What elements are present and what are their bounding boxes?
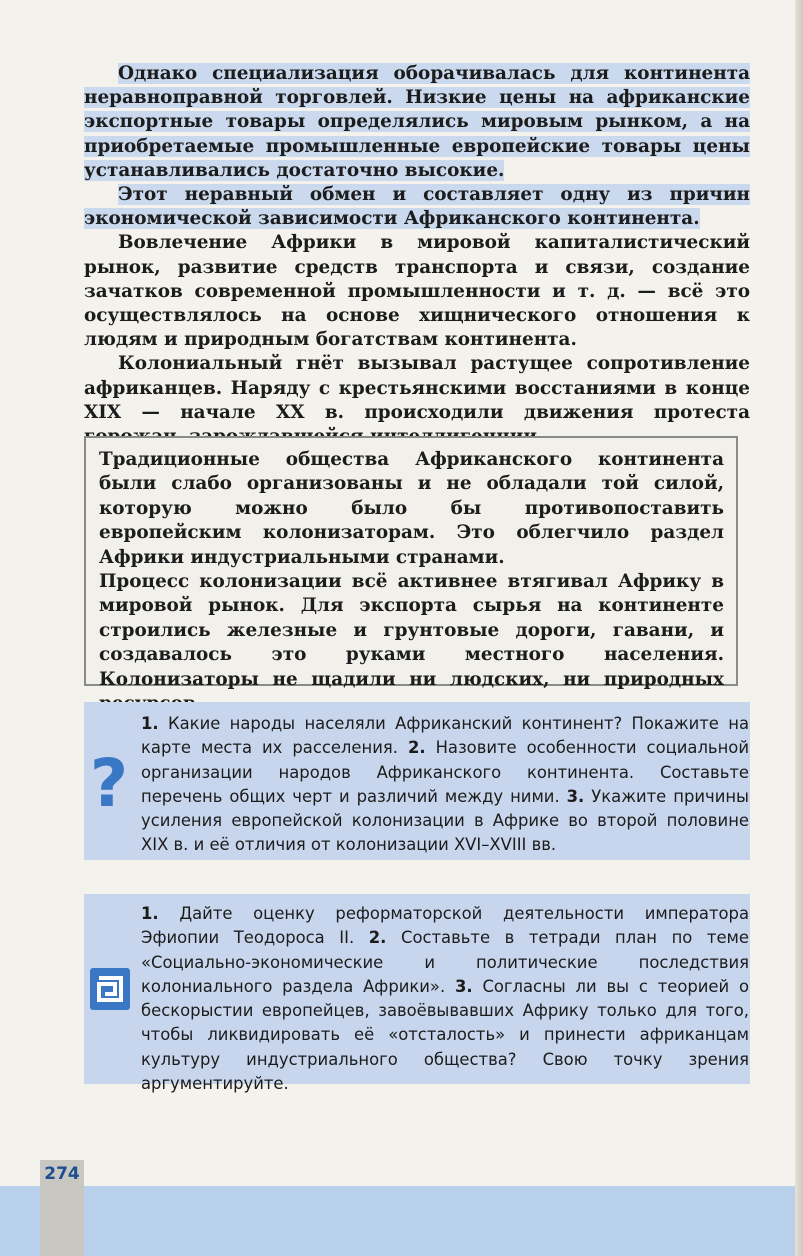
highlighted-text: Этот неравный обмен и составляет одну из причин экономической зависимости Африканского континента. xyxy=(84,184,750,230)
paragraph: Колониальный гнёт вызывал растущее сопротивление африканцев. Наряду с крестьянскими восстаниями в конце XIX — начале XX в. происходили движения протеста xyxy=(84,353,750,423)
task-square-icon xyxy=(90,968,130,1010)
task-text: Дайте оценку реформаторской деятельности императора Эфиопии Теодороса II. xyxy=(141,904,749,948)
task-number: 3. xyxy=(454,976,473,996)
page-number: 274 xyxy=(44,1164,80,1184)
paragraph xyxy=(84,183,750,231)
question-number: 2. xyxy=(407,738,426,758)
questions-block xyxy=(141,712,749,858)
page-edge xyxy=(795,0,803,1256)
summary-box xyxy=(84,436,738,690)
footer-band xyxy=(0,1186,795,1256)
question-number: 3. xyxy=(566,786,585,806)
question-mark-icon: ? xyxy=(89,745,129,822)
main-text xyxy=(84,62,750,449)
task-glyph-icon xyxy=(90,968,130,1010)
task-text: Составьте в тетради план по теме «Социально-экономические и политические последствия колониального раздела Африки». xyxy=(141,928,750,996)
summary-paragraph: Традиционные общества Африканского континента были слабо организованы и не обладали той силой, которую можно было бы противопоставить европейским колонизаторам. Это облегчило раздел Африки индустриальными странами. xyxy=(99,449,724,568)
paragraph: Вовлечение Африки в мировой капиталистический рынок, развитие средств транспорта и связи, создание зачатков современной промышленности и т. д. — всё это осуществлялось на основе хищнического отношения к людям и природным богатствам континента. xyxy=(84,232,750,351)
task-number: 2. xyxy=(368,928,387,948)
summary-paragraph: Процесс колонизации всё активнее втягивал Африку в мировой рынок. Для экспорта сырья на континенте строились железные и грунтовые дороги, гавани, и создавалось это руками местного населения. Колонизаторы не щадили ни людских, ни природных xyxy=(99,571,724,690)
tasks-block xyxy=(141,902,749,1096)
question-text: Назовите особенности социальной организации народов Африканского континента. Составьте перечень общих черт и различий между ними. xyxy=(141,738,749,806)
task-number: 1. xyxy=(141,904,159,923)
question-number: 1. xyxy=(141,714,159,733)
question-text: Какие народы населяли Африканский континент? Покажите на карте места их расселения. xyxy=(141,714,749,758)
paragraph xyxy=(84,62,750,183)
highlighted-text: Однако специализация оборачивалась для континента неравноправной торговлей. Низкие цены на африканские экспортные товары определялись мировым рынком, а на приобретаемые промышленные европейские товары цены устанавливались достаточно высокие. xyxy=(84,63,750,181)
question-text: Укажите причины усиления европейской колонизации в Африке во второй половине XIX в. и её отличия от колонизации XVI–XVIII вв. xyxy=(141,786,749,855)
task-text: Согласны ли вы с теорией о бескорыстии европейцев, завоёвывавших Африку только для того, чтобы ликвидировать её «отсталость» и принести африканцам культуру индустриального общества? Свою точку зрения аргументируйте. xyxy=(141,976,749,1094)
